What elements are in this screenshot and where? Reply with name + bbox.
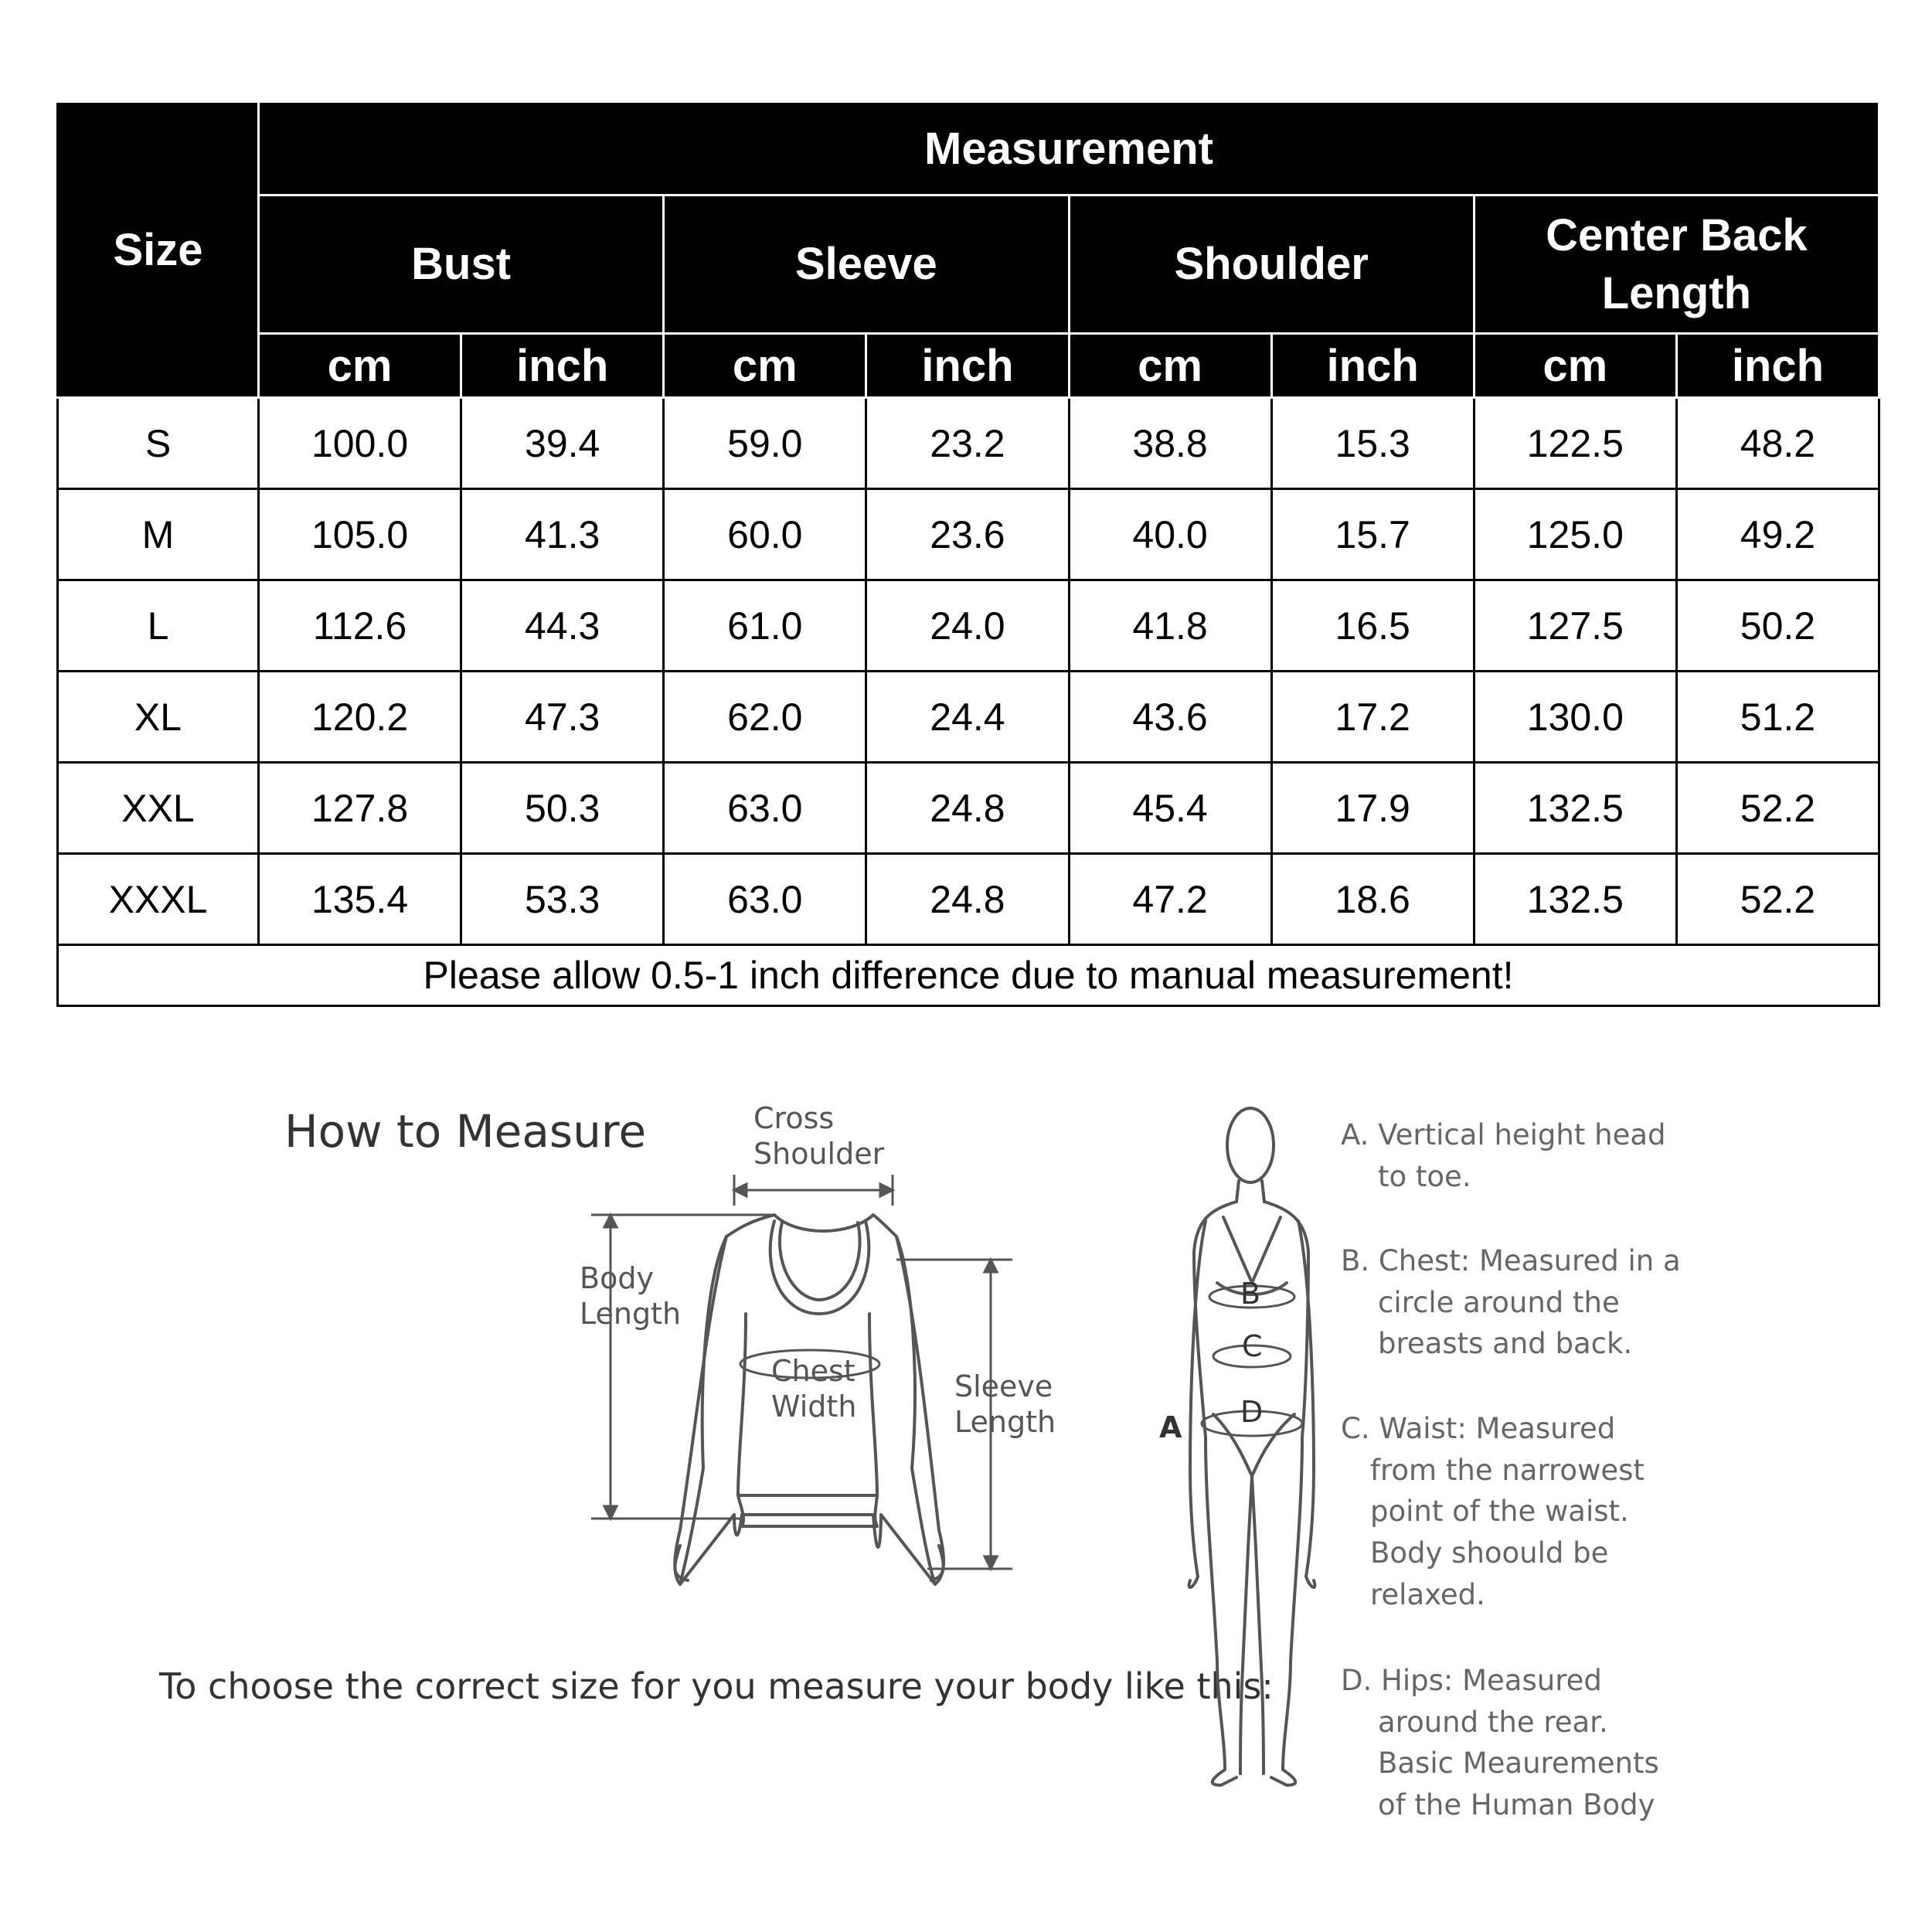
measurement-cell: 130.0 [1474,672,1676,763]
measurement-cell: 53.3 [461,854,664,945]
measurement-cell: 63.0 [664,854,866,945]
measurement-cell: 47.2 [1069,854,1271,945]
size-cell: M [58,489,259,580]
unit-header: inch [1676,334,1879,398]
measurement-cell: 24.4 [866,672,1069,763]
group-header-shoulder: Shoulder [1069,196,1474,334]
size-column-header: Size [58,102,259,398]
measurement-cell: 18.6 [1271,854,1474,945]
size-cell: XL [58,672,259,763]
measurement-cell: 60.0 [664,489,866,580]
neck [1236,1181,1264,1202]
inner-legs [1240,1476,1264,1774]
measurement-cell: 43.6 [1069,672,1271,763]
measurement-cell: 50.2 [1676,580,1879,672]
measurement-cell: 39.4 [461,398,664,489]
measurement-cell: 15.7 [1271,489,1474,580]
unit-header: cm [664,334,866,398]
measurement-cell: 24.8 [866,854,1069,945]
group-header-label: Center Back Length [1546,209,1808,318]
measurement-note: Please allow 0.5-1 inch difference due to manual measurement! [58,945,1879,1006]
legend-item-b: B. Chest: Measured in a circle around the breasts and back. [1341,1244,1681,1361]
size-cell: S [58,398,259,489]
right-leg [1271,1437,1302,1785]
measurement-cell: 135.4 [259,854,461,945]
right-arm [1298,1221,1315,1587]
measurement-cell: 16.5 [1271,580,1474,672]
measurement-cell: 100.0 [259,398,461,489]
unit-header: cm [259,334,461,398]
measurement-cell: 40.0 [1069,489,1271,580]
head [1227,1108,1274,1182]
unit-header: inch [866,334,1069,398]
measurement-cell: 122.5 [1474,398,1676,489]
measurement-cell: 61.0 [664,580,866,672]
measurement-cell: 17.2 [1271,672,1474,763]
torso-left [1194,1202,1236,1437]
measurement-cell: 44.3 [461,580,664,672]
chest-width-label: Chest Width [771,1354,857,1423]
measurement-cell: 132.5 [1474,854,1676,945]
measurement-cell: 38.8 [1069,398,1271,489]
measurement-cell: 45.4 [1069,763,1271,854]
measurement-header: Measurement [259,102,1879,196]
size-cell: XXXL [58,854,259,945]
size-cell: L [58,580,259,672]
measurement-cell: 59.0 [664,398,866,489]
measurement-cell: 127.5 [1474,580,1676,672]
choose-size-instruction: To choose the correct size for you measure your body like this: [159,1665,1274,1707]
measurement-cell: 63.0 [664,763,866,854]
measurement-cell: 112.6 [259,580,461,672]
body-length-label: Body Length [580,1261,682,1331]
measurement-cell: 24.0 [866,580,1069,672]
left-leg [1206,1437,1236,1785]
group-header-sleeve: Sleeve [664,196,1069,334]
measurement-cell: 49.2 [1676,489,1879,580]
measurement-cell: 41.8 [1069,580,1271,672]
group-header-bust: Bust [259,196,664,334]
measurement-cell: 23.6 [866,489,1069,580]
body-label-c: C [1242,1329,1263,1363]
measurement-cell: 52.2 [1676,854,1879,945]
measurement-cell: 62.0 [664,672,866,763]
unit-header: cm [1069,334,1271,398]
body-label-d: D [1240,1395,1264,1429]
size-cell: XXL [58,763,259,854]
body-label-b: B [1240,1277,1261,1311]
measurement-cell: 120.2 [259,672,461,763]
measurement-cell: 41.3 [461,489,664,580]
how-to-measure-title: How to Measure [284,1105,647,1158]
measurement-cell: 125.0 [1474,489,1676,580]
measurement-cell: 127.8 [259,763,461,854]
measurement-cell: 47.3 [461,672,664,763]
measurement-cell: 48.2 [1676,398,1879,489]
cross-shoulder-label: Cross Shoulder [753,1101,885,1171]
legend-item-c: C. Waist: Measured from the narrowest point of the waist. Body shoould be relaxed. [1341,1412,1645,1611]
measurement-cell: 50.3 [461,763,664,854]
sleeve-length-label: Sleeve Length [954,1369,1056,1439]
measurement-cell: 105.0 [259,489,461,580]
unit-header: inch [1271,334,1474,398]
unit-header: inch [461,334,664,398]
measurement-cell: 52.2 [1676,763,1879,854]
legend-item-a: A. Vertical height head to toe. [1341,1118,1666,1193]
measurement-cell: 24.8 [866,763,1069,854]
measurement-cell: 15.3 [1271,398,1474,489]
unit-header: cm [1474,334,1676,398]
legend-item-d: D. Hips: Measured around the rear. Basic Meaurements of the Human Body [1341,1664,1659,1821]
measurement-cell: 17.9 [1271,763,1474,854]
body-label-a: A [1159,1410,1182,1444]
measurement-cell: 23.2 [866,398,1069,489]
measurement-cell: 132.5 [1474,763,1676,854]
measurement-cell: 51.2 [1676,672,1879,763]
